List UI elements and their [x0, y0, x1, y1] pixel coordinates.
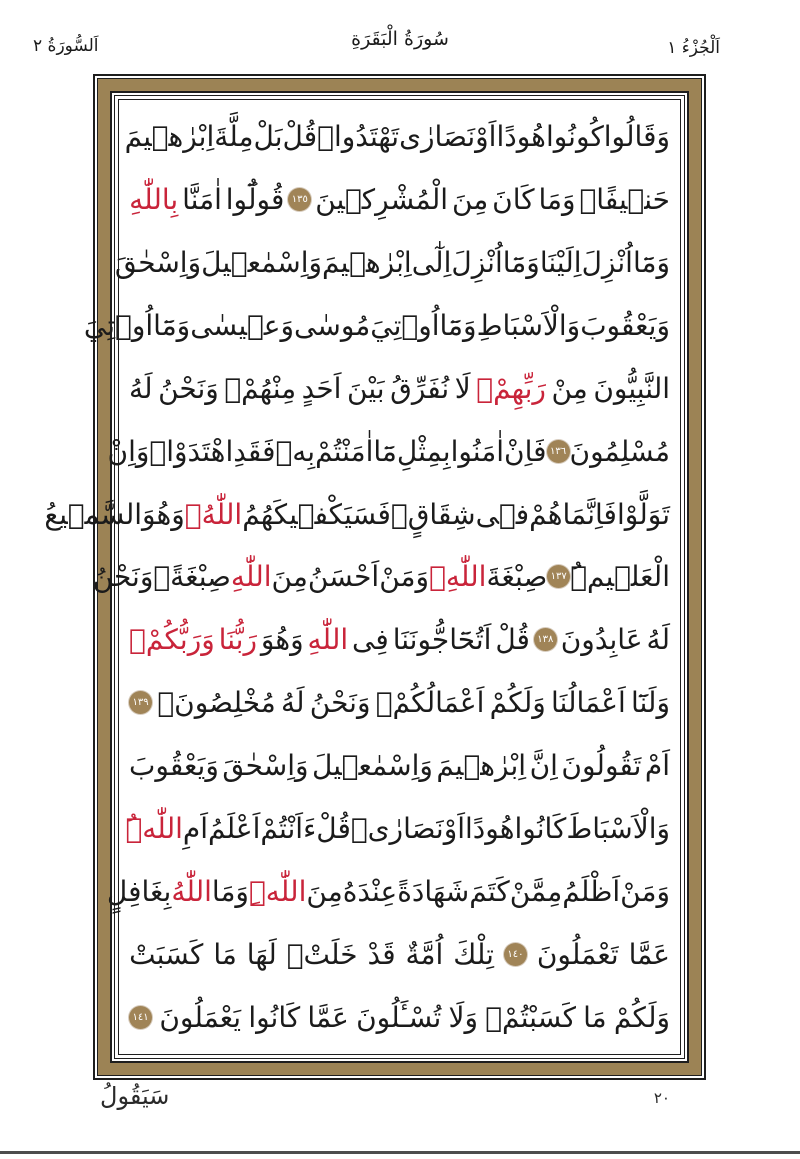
- quran-line: [83, 295, 670, 356]
- quran-word: وَيَعْقُوبَ: [129, 749, 219, 783]
- quran-word-red: اللّٰهُۚ: [184, 497, 243, 531]
- verse-marker: ١٤١: [129, 1006, 152, 1029]
- quran-word: تَوَلَّوْا: [616, 497, 670, 531]
- quran-word: يَعْمَلُونَ: [159, 1000, 242, 1034]
- quran-word-red: اللّٰهِ: [230, 560, 272, 594]
- quran-word: مُسْلِمُونَ: [569, 434, 670, 468]
- quran-word: وَنَحْنُ: [158, 371, 219, 405]
- quran-word: مِنْهُمْۘ: [224, 371, 297, 405]
- quran-word: نُفَرِّقُ: [390, 371, 450, 405]
- quran-word: بَلْ: [253, 120, 283, 153]
- quran-word: وَاِنْ: [107, 434, 150, 468]
- quran-line: [107, 421, 670, 482]
- quran-word: قُولُٓوا: [225, 182, 285, 216]
- quran-word: كَتَمَ: [469, 875, 510, 909]
- quran-word: تَعْمَلُونَ: [536, 937, 619, 971]
- quran-word: اَمْ: [644, 749, 670, 783]
- quran-word: وَالْاَسْبَاطِ: [476, 308, 581, 342]
- quran-word: مِنَ: [306, 875, 343, 909]
- quran-word: مِنَ: [451, 182, 489, 216]
- quran-word: اَوْ: [443, 812, 465, 846]
- quran-word-red: اللّٰهُۜ: [125, 812, 183, 846]
- quran-word: وَاِسْحٰقَ: [222, 749, 309, 783]
- quran-word: الْمُشْرِكٖينَ: [315, 182, 449, 216]
- quran-word: اَعْمَالُنَا: [551, 686, 626, 720]
- quran-word: فَاِنْ: [504, 434, 547, 468]
- quran-word: مَٓا: [373, 434, 397, 468]
- quran-word: وَقَالُوا: [603, 120, 670, 153]
- quran-word: وَاِسْحٰقَ: [114, 245, 202, 279]
- quran-word: لَهَا: [246, 937, 277, 971]
- quran-word: مِنْ: [551, 371, 588, 405]
- quran-line: [129, 169, 670, 230]
- quran-word: وَلَكُمْ: [489, 686, 546, 720]
- quran-word: وَاِسْمٰعٖيلَ: [312, 749, 433, 783]
- quran-word: عَابِدُونَ: [560, 623, 643, 657]
- juz-label: اَلْجُزْءُ ١: [667, 38, 720, 58]
- quran-word: ءَاَنْتُمْ: [260, 812, 317, 846]
- quran-word: اِنَّ: [529, 749, 558, 783]
- quran-word: قُلْ: [282, 120, 318, 153]
- quran-word: وَالْاَسْبَاطَ: [566, 812, 670, 846]
- quran-line: [129, 358, 670, 419]
- quran-word: اهْتَدَوْاۚ: [149, 434, 234, 468]
- quran-line: [124, 106, 670, 167]
- quran-word: وَلَكُمْ: [613, 1000, 670, 1034]
- quran-word: اَتُحَٓاجُّونَنَا: [392, 623, 492, 657]
- quran-word: نَصَارٰىۜ: [350, 812, 444, 846]
- quran-word: تَقُولُونَ: [561, 749, 642, 783]
- quran-word: مِمَّنْ: [509, 875, 563, 909]
- quran-word: وَنَحْنُ: [92, 560, 154, 594]
- quran-word: كَانَ: [492, 182, 535, 216]
- quran-word: اَظْلَمُ: [562, 875, 621, 909]
- quran-word: السَّمٖيعُ: [44, 497, 143, 531]
- quran-word: قُلْ: [316, 812, 351, 846]
- quran-word: نَصَارٰى: [399, 120, 476, 153]
- quran-word: مِنَ: [271, 560, 308, 594]
- quran-word: صِبْغَةًۘ: [153, 560, 231, 594]
- quran-word: عَمَّا: [307, 1000, 349, 1034]
- quran-line: [44, 484, 670, 545]
- frame-inner-border-2: [44, 95, 685, 1059]
- quran-line: [125, 798, 670, 859]
- quran-word: اَحَدٍ: [301, 371, 342, 405]
- quran-word-red: وَرَبُّكُمْۚ: [129, 623, 215, 657]
- quran-word: تُسْـَٔلُونَ: [356, 1000, 442, 1034]
- frame-inner-border: [44, 91, 689, 1063]
- verse-marker: ١٣٧: [547, 565, 570, 588]
- quran-word: اَحْسَنُ: [307, 560, 380, 594]
- quran-word: اَوْ: [475, 120, 497, 153]
- frame-tan-band: [44, 78, 702, 1076]
- quran-word: هُمْ: [529, 497, 563, 531]
- quran-word: وَلَنَٓا: [630, 686, 670, 720]
- quran-word: وَلَا: [448, 1000, 479, 1034]
- quran-word: قُلْ: [495, 623, 530, 657]
- quran-word: هُودًا: [496, 120, 546, 153]
- quran-word: الْعَلٖيمُۜ: [570, 560, 670, 594]
- quran-word: تَهْتَدُواۜ: [317, 120, 400, 153]
- quran-word-red: اللّٰهِۜ: [248, 875, 307, 909]
- quran-word: وَنَحْنُ: [309, 686, 371, 720]
- quran-word: مَا: [213, 937, 237, 971]
- quran-word: اُنْزِلَ: [451, 245, 503, 279]
- quran-word: وَيَعْقُوبَ: [580, 308, 670, 342]
- quran-word: النَّبِيُّونَ: [593, 371, 670, 405]
- quran-word: كَانُوا: [248, 1000, 301, 1034]
- quran-word: اُو۫تِيَ: [370, 308, 440, 342]
- quran-word: بِهٖ: [275, 434, 316, 468]
- quran-word: اَمِ: [182, 812, 209, 846]
- quran-word: تِلْكَ: [453, 937, 494, 971]
- quran-word: اِلٰٓى: [411, 245, 452, 279]
- quran-word-red: رَبُّنَا: [218, 623, 257, 657]
- quran-word: مُوسٰى: [294, 308, 371, 342]
- quran-word: بِغَافِلٍ: [106, 875, 172, 909]
- quran-word: وَاِسْمٰعٖيلَ: [201, 245, 323, 279]
- quran-word: اٰمَنُوا: [450, 434, 505, 468]
- quran-word-red: اللّٰهِ: [307, 623, 349, 657]
- quran-word: هُودًا: [465, 812, 515, 846]
- quran-word: شَهَادَةً: [397, 875, 470, 909]
- quran-line: [114, 232, 670, 293]
- quran-line: [129, 987, 670, 1048]
- quran-word: اَعْمَالُكُمْۚ: [375, 686, 485, 720]
- verse-marker: ١٤٠: [504, 943, 527, 966]
- quran-word: لَهُ: [646, 623, 670, 657]
- quran-word: اٰمَنْتُمْ: [315, 434, 374, 468]
- quran-word: اُنْزِلَ: [581, 245, 633, 279]
- quran-word: اِبْرٰهٖيمَ: [436, 749, 527, 783]
- quran-word: وَمَا: [538, 182, 576, 216]
- surah-number-label: اَلسُّورَةُ ٢: [33, 36, 99, 56]
- quran-word: شِقَاقٍۚ: [390, 497, 476, 531]
- quran-word: اِلَيْنَا: [539, 245, 582, 279]
- quran-word: وَهُوَ: [260, 623, 304, 657]
- quran-line: [129, 609, 670, 670]
- quran-word: خَلَتْۚ: [286, 937, 358, 971]
- quran-word: اَعْلَمُ: [208, 812, 261, 846]
- quran-lines: [44, 106, 670, 1048]
- quran-word: قَدْ: [367, 937, 396, 971]
- quran-word: مِلَّةَ: [214, 120, 254, 153]
- verse-marker: ١٣٥: [288, 188, 311, 211]
- quran-word: فَقَدِ: [233, 434, 276, 468]
- quran-word: عِنْدَهُ: [342, 875, 398, 909]
- quran-word: وَمَٓا: [632, 245, 670, 279]
- quran-word: وَمَٓا: [439, 308, 477, 342]
- quran-word: لَهُ: [281, 686, 305, 720]
- quran-word: اُو۫تِيَ: [83, 308, 154, 342]
- verse-marker: ١٣٩: [129, 691, 152, 714]
- quran-word: كَسَبْتُمْۚ: [485, 1000, 576, 1034]
- page-number: ٢٠: [653, 1089, 670, 1107]
- window-bottom-edge: [0, 1151, 800, 1154]
- quran-word-red: اللّٰهُ: [171, 875, 212, 909]
- quran-line: [92, 546, 670, 607]
- quran-line: [129, 924, 670, 985]
- quran-word: صِبْغَةَ: [486, 560, 548, 594]
- quran-word: فِى: [352, 623, 389, 657]
- ornamental-frame: [44, 74, 706, 1080]
- quran-word: وَمَٓا: [502, 245, 540, 279]
- quran-word: لَا: [454, 371, 471, 405]
- quran-word: وَمَا: [211, 875, 249, 909]
- verse-marker: ١٣٦: [547, 440, 570, 463]
- quran-line: [129, 735, 670, 796]
- catchword: سَيَقُولُ: [100, 1082, 170, 1110]
- quran-word: اِبْرٰهٖيمَ: [322, 245, 412, 279]
- quran-word: بَيْنَ: [347, 371, 385, 405]
- quran-word: وَمَنْ: [379, 560, 430, 594]
- quran-word: عَمَّا: [628, 937, 670, 971]
- quran-word: اِبْرٰهٖيمَ: [124, 120, 215, 153]
- quran-word: وَمَٓا: [153, 308, 191, 342]
- quran-word: اُمَّةٌ: [405, 937, 444, 971]
- quran-word: وَهُوَ: [142, 497, 185, 531]
- quran-word-red: رَبِّهِمْۚ: [476, 371, 546, 405]
- verse-marker: ١٣٨: [534, 628, 557, 651]
- quran-word: وَعٖيسٰى: [190, 308, 295, 342]
- quran-word-red: اللّٰهِۚ: [429, 560, 487, 594]
- quran-word: بِمِثْلِ: [396, 434, 451, 468]
- quran-word: وَمَنْ: [620, 875, 670, 909]
- quran-word: فَسَيَكْفٖيكَهُمُ: [242, 497, 391, 531]
- quran-word: مَا: [583, 1000, 607, 1034]
- quran-word: كَانُوا: [514, 812, 567, 846]
- quran-word: فَاِنَّمَا: [562, 497, 617, 531]
- quran-word: كَسَبَتْ: [129, 937, 204, 971]
- quran-word: اٰمَنَّا: [182, 182, 222, 216]
- quran-line: [129, 672, 670, 733]
- quran-word: فٖى: [475, 497, 530, 531]
- quran-line: [106, 861, 670, 922]
- surah-title: سُورَةُ الْبَقَرَةِ: [351, 28, 449, 50]
- quran-word: لَهُ: [129, 371, 153, 405]
- quran-word: كُونُوا: [545, 120, 604, 153]
- quran-word: مُخْلِصُونَۙ: [157, 686, 276, 720]
- text-panel: [44, 99, 681, 1055]
- quran-word-red: بِاللّٰهِ: [129, 182, 179, 216]
- quran-word: حَنٖيفًاۜ: [579, 182, 670, 216]
